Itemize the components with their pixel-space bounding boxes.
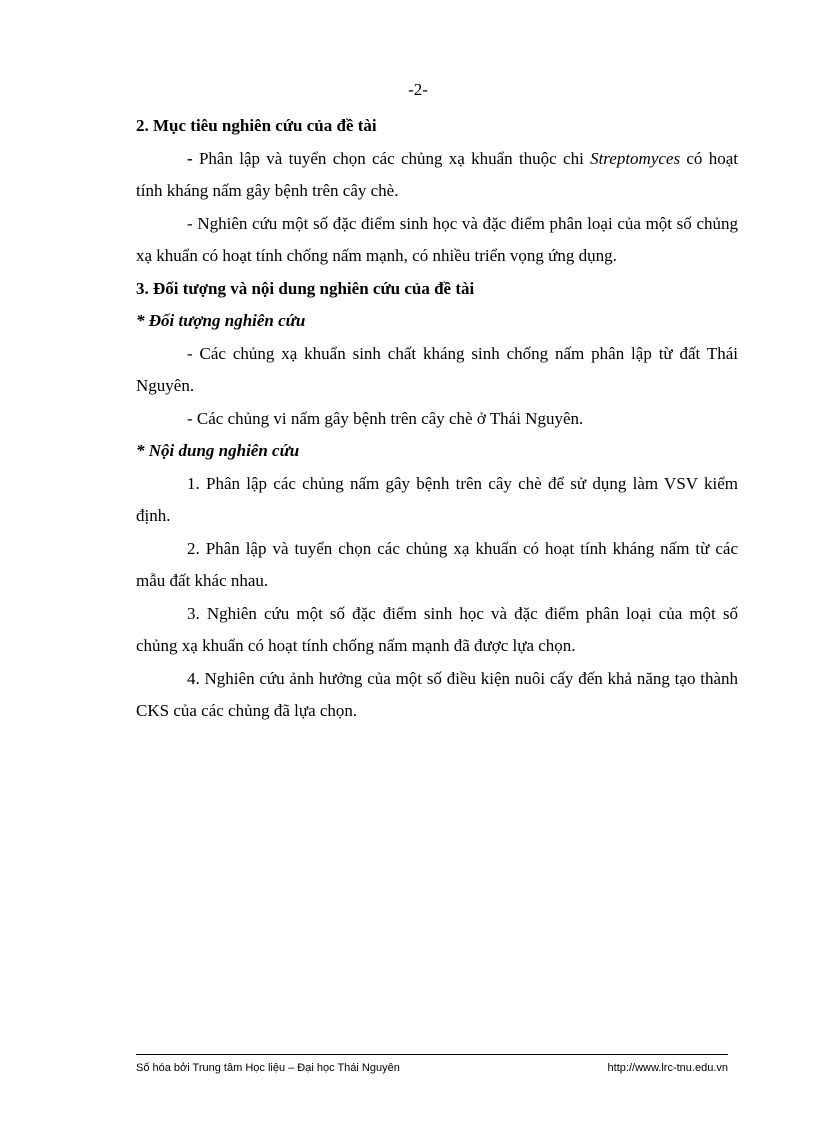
genus-name: Streptomyces xyxy=(590,148,681,168)
footer-credit: Số hóa bởi Trung tâm Học liệu – Đại học Thái Nguyên xyxy=(136,1062,400,1074)
content-item-2: 2. Phân lập và tuyển chọn các chủng xạ khuẩn có hoạt tính kháng nấm từ các mẫu đất khác nhau. xyxy=(136,538,738,590)
content-item-4: 4. Nghiên cứu ảnh hưởng của một số điều kiện nuôi cấy đến khả năng tạo thành CKS của các chủng đã lựa chọn. xyxy=(136,668,738,720)
objective-1-text-after: có hoạt tính kháng nấm gây bệnh trên cây chè. xyxy=(136,148,738,200)
section-2-heading: 2. Mục tiêu nghiên cứu của đề tài xyxy=(136,116,377,135)
content-item-3: 3. Nghiên cứu một số đặc điểm sinh học và đặc điểm phân loại của một số chủng xạ khuẩn có hoạt tính chống nấm mạnh đã được lựa chọn. xyxy=(136,603,738,655)
footer-divider xyxy=(136,1054,728,1055)
footer-url: http://www.lrc-tnu.edu.vn xyxy=(607,1062,728,1074)
research-subject-heading: * Đối tượng nghiên cứu xyxy=(136,311,306,330)
objective-paragraph-1 xyxy=(136,143,738,208)
objective-1-dash: - xyxy=(187,148,193,168)
research-content-heading: * Nội dung nghiên cứu xyxy=(136,441,300,460)
objective-paragraph-2: - Nghiên cứu một số đặc điểm sinh học và đặc điểm phân loại của một số chủng xạ khuẩn có hoạt tính chống nấm mạnh, có nhiều triển vọng ứng dụng. xyxy=(136,213,738,265)
section-3-heading: 3. Đối tượng và nội dung nghiên cứu của đề tài xyxy=(136,278,475,298)
page-footer xyxy=(136,1062,728,1074)
subject-item-2: - Các chủng vi nấm gây bệnh trên cây chè ở Thái Nguyên. xyxy=(187,408,584,428)
page-number: -2- xyxy=(408,80,428,99)
objective-1-text-before: Phân lập và tuyển chọn các chủng xạ khuẩn thuộc chi xyxy=(192,148,591,168)
subject-item-1: - Các chủng xạ khuẩn sinh chất kháng sinh chống nấm phân lập từ đất Thái Nguyên. xyxy=(136,343,738,395)
document-body xyxy=(136,110,738,728)
content-item-1: 1. Phân lập các chủng nấm gây bệnh trên cây chè để sử dụng làm VSV kiểm định. xyxy=(136,473,738,525)
